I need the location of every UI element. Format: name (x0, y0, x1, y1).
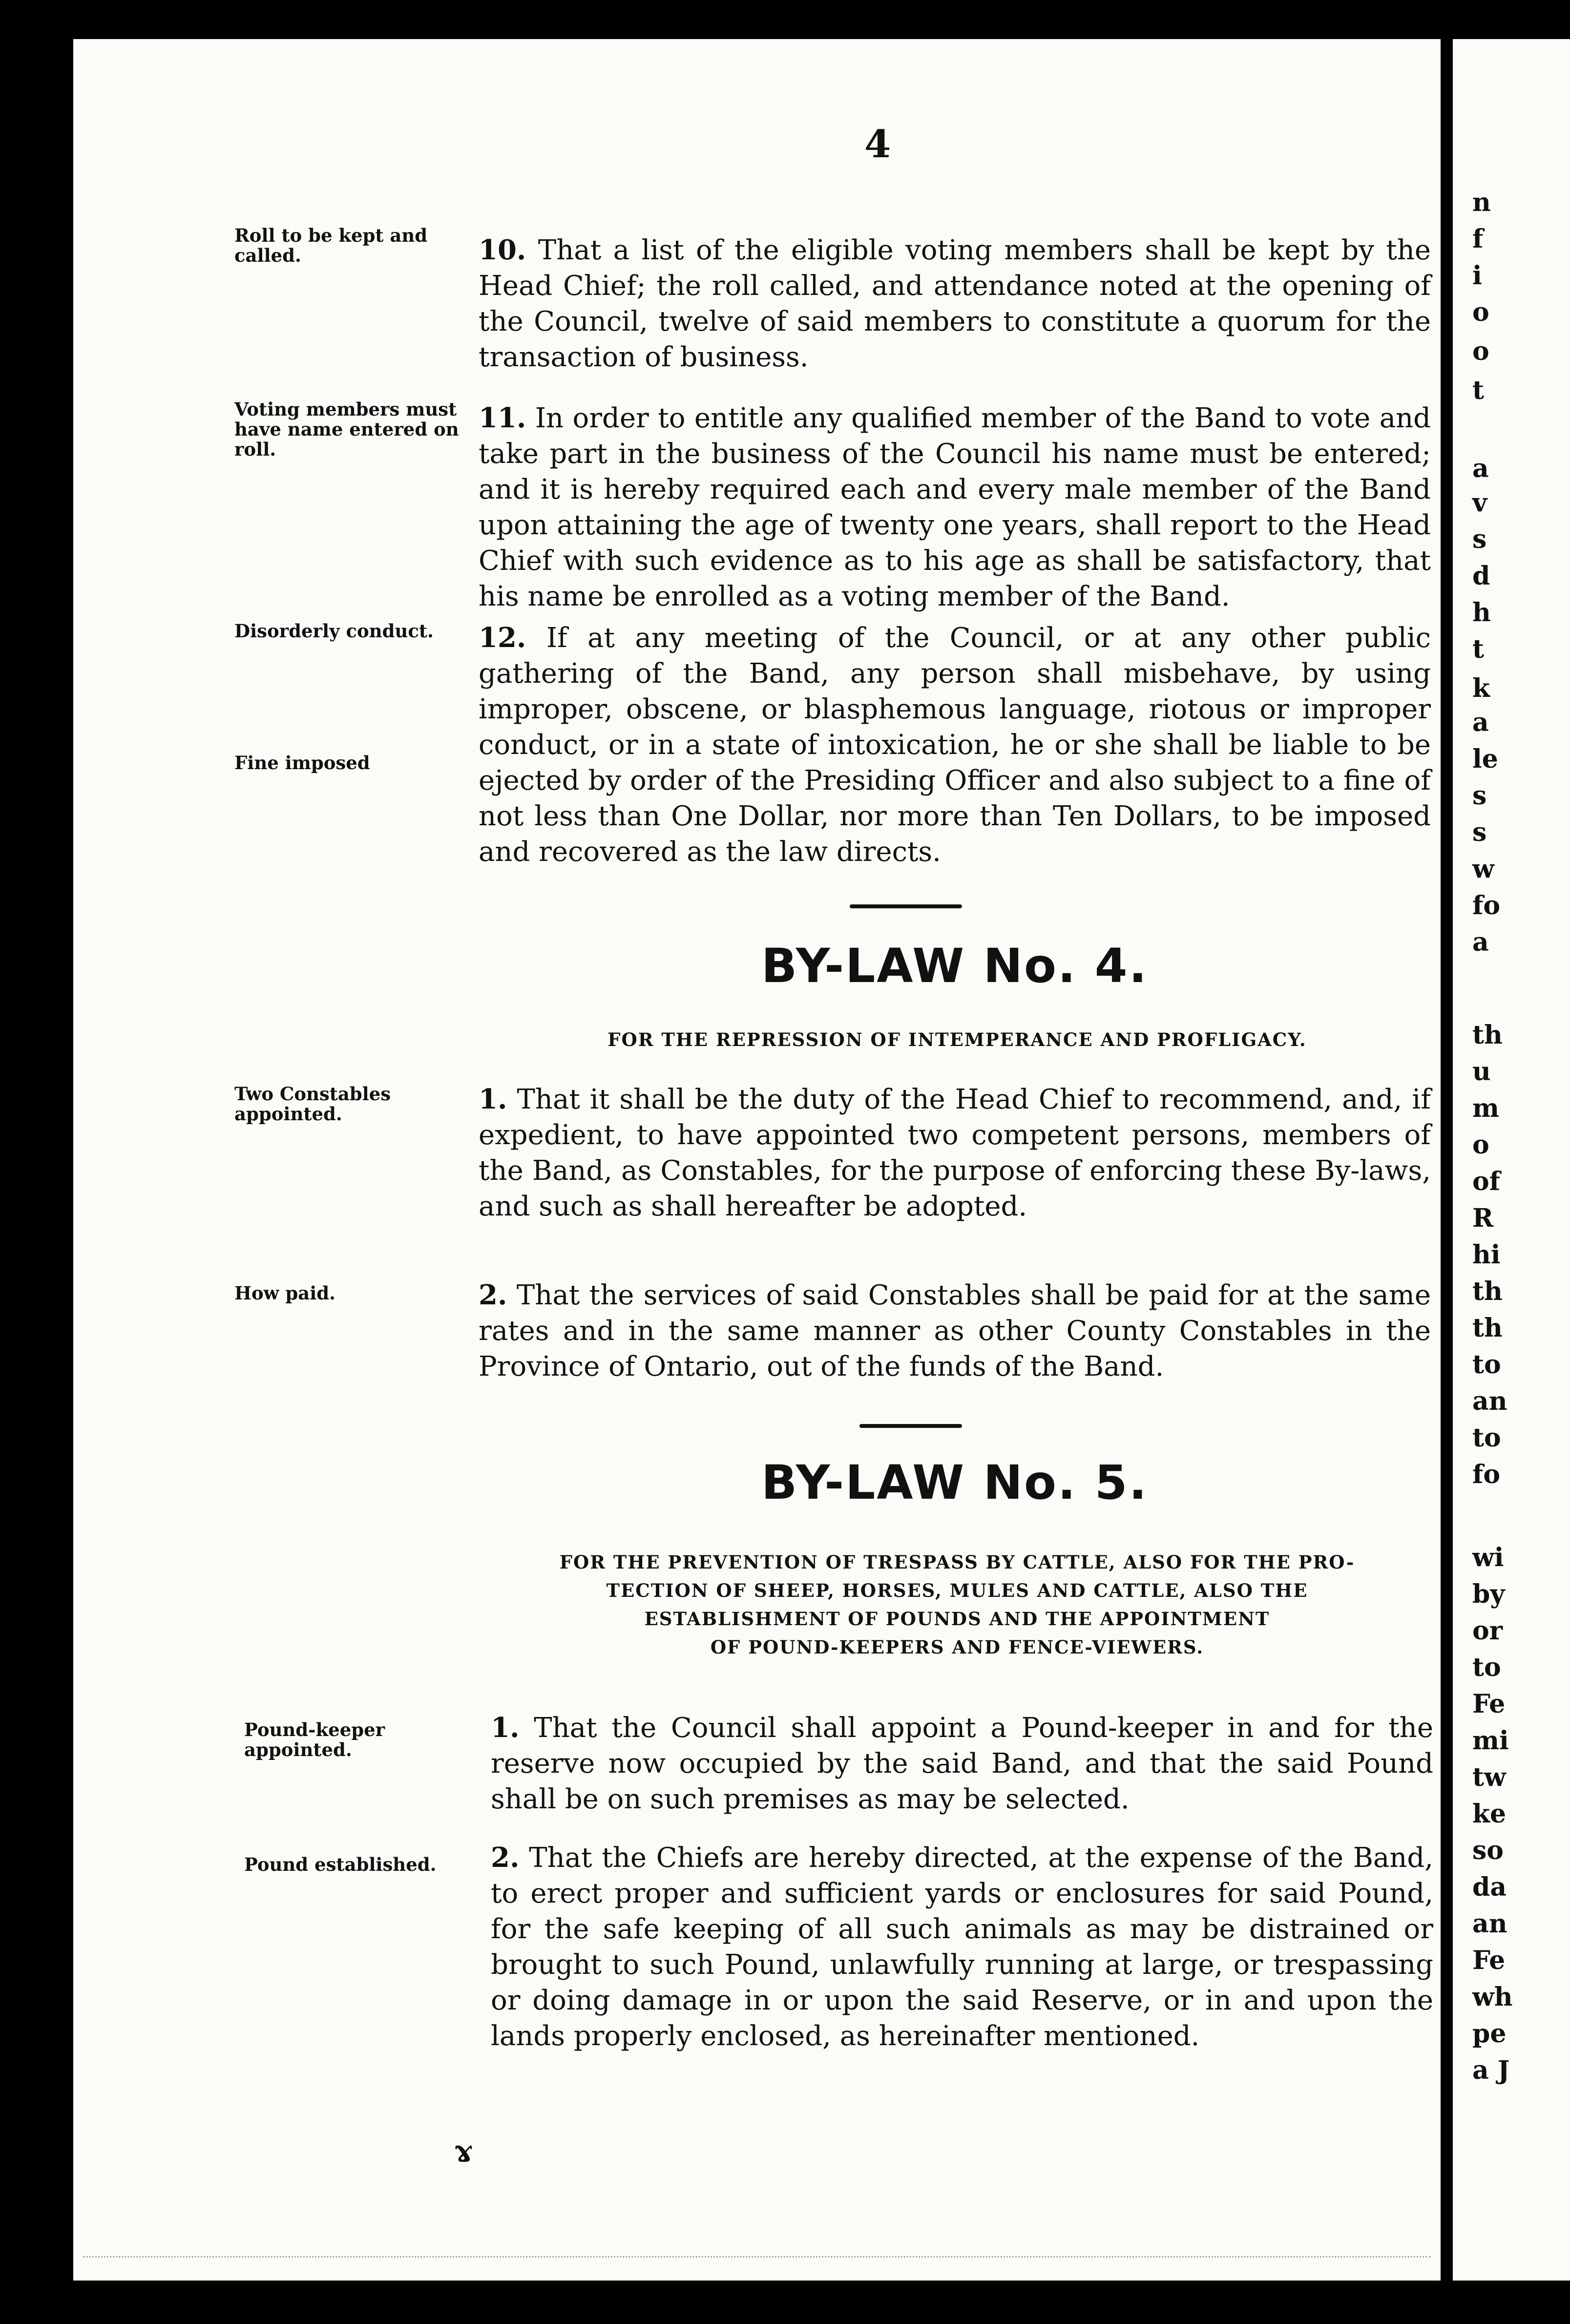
section-11 (479, 400, 1431, 614)
facing-page-letter: to (1472, 1653, 1501, 1682)
margin-note-pound-established: Pound established. (244, 1854, 437, 1875)
facing-page-letter: an (1472, 1386, 1507, 1416)
bylaw-4-title: BY-LAW No. 4. (761, 939, 1149, 993)
facing-page-letter: u (1472, 1057, 1491, 1087)
item-number: 2. (479, 1279, 507, 1311)
facing-page-letter: an (1472, 1909, 1507, 1939)
section-number: 11. (479, 402, 526, 434)
facing-page-letter: t (1472, 376, 1485, 405)
facing-page-letter: a (1472, 708, 1489, 737)
item-text: That the services of said Constables shall be paid for at the same rates and in the same manner as other County Constables in the Province of Ontario, out of the funds of the Band. (479, 1279, 1431, 1382)
margin-note-constables: Two Constables appointed. (234, 1083, 391, 1125)
bylaw-5-item-1 (491, 1710, 1433, 1817)
bylaw-4-subtitle: FOR THE REPRESSION OF INTEMPERANCE AND PROFLIGACY. (607, 1029, 1307, 1050)
facing-page-letter: Fe (1472, 1946, 1506, 1975)
section-divider (850, 904, 962, 908)
facing-page-letter: th (1472, 1313, 1503, 1343)
item-number: 1. (479, 1083, 507, 1115)
facing-page-letter: o (1472, 297, 1489, 327)
facing-page-letter: a (1472, 927, 1489, 957)
facing-page-letter: fo (1472, 1460, 1501, 1489)
bylaw-5-subtitle-2: TECTION OF SHEEP, HORSES, MULES AND CATTLE, ALSO THE (606, 1580, 1308, 1601)
facing-page-letter: fo (1472, 891, 1501, 921)
section-number: 10. (479, 234, 526, 266)
section-12 (479, 620, 1431, 870)
margin-note-disorderly: Disorderly conduct. (234, 620, 434, 642)
facing-page-letter: s (1472, 817, 1487, 847)
item-text: That the Chiefs are hereby directed, at the expense of the Band, to erect proper and sufficient yards or enclosures for said Pound, for the safe keeping of all such animals as may be distrained or brought to such Pound, unlawfully running at large, or trespassing or doing damage in or upon the said Reserve, or in and upon the lands properly enclosed, as hereinafter mentioned. (491, 1842, 1433, 2052)
initials-mark: ɤ (454, 2134, 473, 2168)
margin-note-roll: Roll to be kept and called. (234, 225, 428, 266)
facing-page-letter: k (1472, 673, 1490, 703)
margin-note-pound-keeper: Pound-keeper appointed. (244, 1719, 385, 1760)
facing-page-letter: i (1472, 261, 1482, 291)
section-text: That a list of the eligible voting members shall be kept by the Head Chief; the roll called, and attendance noted at the opening of the Council, twelve of said members to constitute a quorum for the transaction of business. (479, 234, 1431, 373)
facing-page-letter: th (1472, 1020, 1503, 1050)
facing-page-letter: n (1472, 188, 1491, 217)
section-10 (479, 232, 1431, 375)
section-text: In order to entitle any qualified member of the Band to vote and take part in the business of the Council his name must be entered; and it is hereby required each and every male member of the Band upon attaining the age of twenty one years, shall report to the Head Chief with such evidence as to his age as shall be satisfactory, that his name be enrolled as a voting member of the Band. (479, 402, 1431, 612)
facing-page-letter: s (1472, 781, 1487, 811)
facing-page-letter: wh (1472, 1982, 1513, 2012)
bylaw-4-item-1 (479, 1082, 1431, 1224)
margin-note-how-paid: How paid. (234, 1282, 336, 1304)
facing-page-letter: h (1472, 598, 1491, 628)
facing-page-letter: ke (1472, 1799, 1507, 1829)
facing-page-letter: m (1472, 1093, 1500, 1123)
section-number: 12. (479, 622, 526, 654)
facing-page-letter: a J (1472, 2055, 1510, 2085)
item-number: 1. (491, 1712, 520, 1744)
section-divider (859, 1424, 962, 1428)
facing-page-letter: t (1472, 634, 1485, 664)
facing-page-letter: to (1472, 1350, 1501, 1380)
section-text: If at any meeting of the Council, or at any other public gathering of the Band, any person shall misbehave, by using improper, obscene, or blasphemous language, riotous or improper conduct, or in a state of intoxication, he or she shall be liable to be ejected by order of the Presiding Officer and also subject to a fine of not less than One Dollar, nor more than Ten Dollars, to be imposed and recovered as the law directs. (479, 622, 1431, 868)
facing-page-letter: so (1472, 1836, 1504, 1865)
facing-page-letter: f (1472, 224, 1484, 254)
facing-page-letter: hi (1472, 1240, 1501, 1270)
facing-page-letter: tw (1472, 1762, 1506, 1792)
facing-page-letter: d (1472, 561, 1490, 591)
document-page (73, 39, 1441, 2281)
scan-specks (83, 2256, 1431, 2272)
bylaw-5-title: BY-LAW No. 5. (761, 1455, 1149, 1510)
facing-page-letter: s (1472, 524, 1487, 554)
bylaw-5-subtitle-1: FOR THE PREVENTION OF TRESPASS BY CATTLE, ALSO FOR THE PRO- (559, 1551, 1355, 1573)
item-number: 2. (491, 1842, 520, 1874)
facing-page-letter: Fe (1472, 1689, 1506, 1719)
facing-page-letter: a (1472, 454, 1489, 483)
bylaw-4-item-2 (479, 1277, 1431, 1384)
facing-page-letter: by (1472, 1579, 1505, 1609)
bylaw-5-subtitle-3: ESTABLISHMENT OF POUNDS AND THE APPOINTMENT (644, 1608, 1270, 1630)
facing-page-letter: to (1472, 1423, 1501, 1453)
margin-note-voting: Voting members must have name entered on roll. (234, 398, 459, 460)
facing-page-letter: w (1472, 854, 1494, 884)
page-number: 4 (864, 122, 891, 167)
facing-page-letter: da (1472, 1872, 1507, 1902)
facing-page-letter: pe (1472, 2019, 1507, 2049)
margin-note-fine: Fine imposed (234, 752, 370, 774)
item-text: That the Council shall appoint a Pound-keeper in and for the reserve now occupied by the said Band, and that the said Pound shall be on such premises as may be selected. (491, 1712, 1433, 1815)
facing-page-fragment (1453, 39, 1570, 2281)
facing-page-letter: th (1472, 1277, 1503, 1306)
facing-page-letter: wi (1472, 1543, 1504, 1572)
facing-page-letter: o (1472, 336, 1489, 366)
bylaw-5-subtitle-4: OF POUND-KEEPERS AND FENCE-VIEWERS. (710, 1636, 1204, 1658)
facing-page-letter: R (1472, 1203, 1494, 1233)
facing-page-letter: mi (1472, 1726, 1509, 1756)
facing-page-letter: v (1472, 488, 1487, 518)
bylaw-5-item-2 (491, 1840, 1433, 2054)
item-text: That it shall be the duty of the Head Chief to recommend, and, if expedient, to have appointed two competent persons, members of the Band, as Constables, for the purpose of enforcing these By-laws, and such as shall hereafter be adopted. (479, 1084, 1431, 1222)
facing-page-letter: of (1472, 1167, 1501, 1196)
facing-page-letter: le (1472, 744, 1498, 774)
facing-page-letter: or (1472, 1616, 1503, 1646)
facing-page-letter: o (1472, 1130, 1489, 1160)
